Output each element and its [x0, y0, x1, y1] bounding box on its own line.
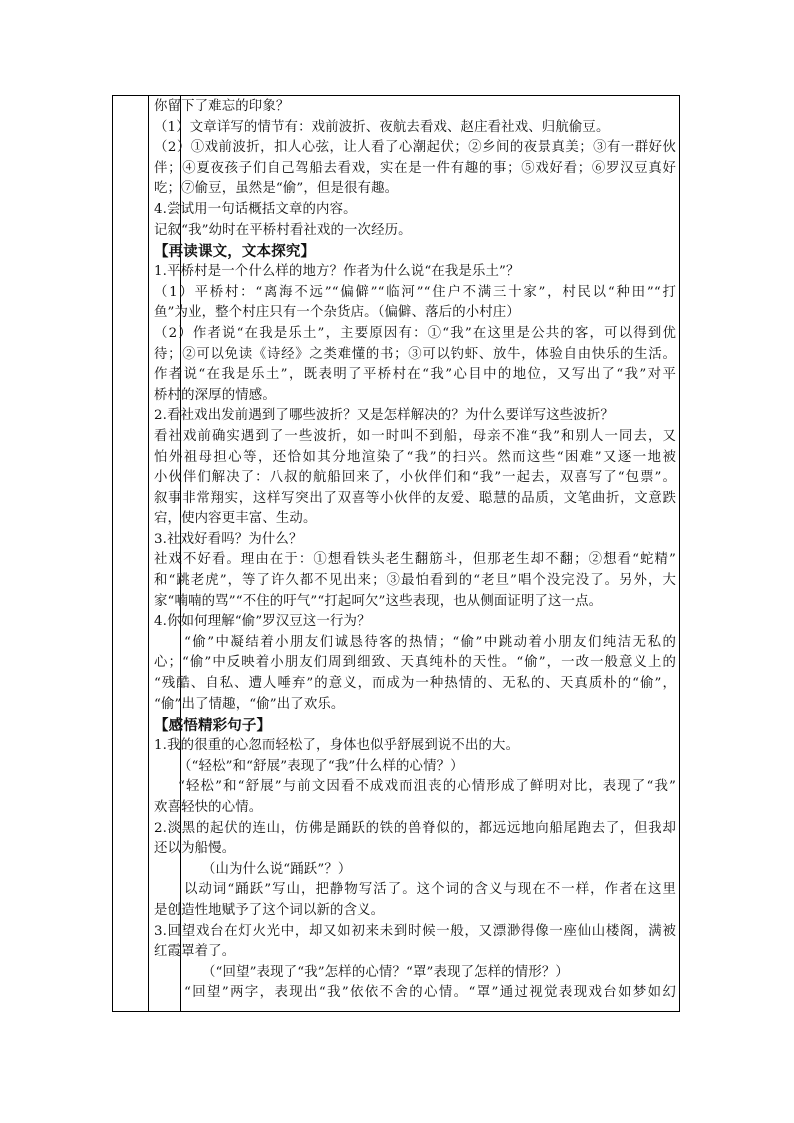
- text-line: 小伙伴们解决了：八叔的航船回来了，小伙伴们和“我”一起去，双喜写了“包票”。: [154, 470, 676, 486]
- text-line: “偷”出了情趣，“偷”出了欢乐。: [154, 696, 345, 712]
- text-line: （2）作者说“在我是乐土”，主要原因有：①“我”在这里是公共的客，可以得到优: [154, 325, 676, 341]
- text-line: 和“跳老虎”，等了许久都不见出来；③最怕看到的“老旦”唱个没完没了。另外，大: [154, 573, 676, 589]
- text-line: 社戏不好看。理由在于：①想看铁头老生翻筋斗，但那老生却不翻；②想看“蛇精”: [154, 552, 676, 568]
- text-line: 3.社戏好看吗？为什么？: [154, 531, 303, 547]
- text-line: （2）①戏前波折，扣人心弦，让人看了心潮起伏；②乡间的夜景真美；③有一群好伙: [154, 140, 676, 156]
- text-line: （“回望”表现了“我”怎样的心情？“罩”表现了怎样的情形？）: [202, 964, 569, 980]
- text-line: “残酷、自私、遭人唾弃”的意义，而成为一种热情的、无私的、天真质朴的“偷”，: [154, 676, 676, 692]
- text-line: 你留下了难忘的印象？: [154, 99, 290, 114]
- text-line: 家“喃喃的骂”“不住的吁气”“打起呵欠”这些表现，也从侧面证明了这一点。: [154, 593, 603, 609]
- text-line: 桥村的深厚的情感。: [154, 387, 276, 403]
- text-line: （1）平桥村：“离海不远”“偏僻”“临河”“住户不满三十家”，村民以“种田”“打: [154, 284, 676, 300]
- text-line: 鱼”为业，整个村庄只有一个杂货店。（偏僻、落后的小村庄）: [154, 305, 520, 321]
- text-line: 记叙“我”幼时在平桥村看社戏的一次经历。: [154, 222, 412, 238]
- text-line: 欢喜轻快的心情。: [154, 800, 263, 815]
- text-line: 3.回望戏台在灯火光中，却又如初来未到时候一般，又漂渺得像一座仙山楼阁，满被: [154, 923, 676, 939]
- text-line: 2.淡黑的起伏的连山，仿佛是踊跃的铁的兽脊似的，都远远地向船尾跑去了，但我却: [154, 820, 676, 836]
- section-heading: 【再读课文，文本探究】: [154, 243, 316, 261]
- text-line: 宕，使内容更丰富、生动。: [154, 511, 317, 527]
- text-line: “偷”中凝结着小朋友们诚恳待客的热情；“偷”中跳动着小朋友们纯洁无私的: [184, 634, 676, 650]
- text-line: 以动词“踊跃”写山，把静物写活了。这个词的含义与现在不一样，作者在这里: [184, 882, 676, 898]
- text-line: 2.看社戏出发前遇到了哪些波折？又是怎样解决的？为什么要详写这些波折？: [154, 408, 614, 424]
- text-line: 是创造性地赋予了这个词以新的含义。: [154, 902, 385, 918]
- section-heading: 【感悟精彩句子】: [154, 717, 272, 735]
- text-line: 怕外祖母担心等，还恰如其分地渲染了“我”的扫兴。然而这些“困难”又逐一地被: [154, 449, 676, 465]
- lesson-content: [154, 97, 676, 1004]
- text-line: 叙事非常翔实，这样写突出了双喜等小伙伴的友爱、聪慧的品质，文笔曲折，文意跌: [154, 490, 676, 506]
- text-line: 待；②可以免读《诗经》之类难懂的书；③可以钓虾、放牛，体验自由快乐的生活。: [154, 346, 676, 362]
- text-line: 红霞罩着了。: [154, 944, 236, 960]
- text-line: 1.平桥村是一个什么样的地方？作者为什么说“在我是乐土”？: [154, 264, 520, 280]
- text-line: “轻松”和“舒展”与前文因看不成戏而沮丧的心情形成了鲜明对比，表现了“我”: [178, 779, 676, 795]
- text-line: 吃；⑦偷豆，虽然是“偷”，但是很有趣。: [154, 181, 399, 197]
- text-line: 4.尝试用一句话概括文章的内容。: [154, 201, 357, 217]
- text-line: （1）文章详写的情节有：戏前波折、夜航去看戏、赵庄看社戏、归航偷豆。: [154, 119, 610, 135]
- text-line: 作者说“在我是乐土”，既表明了平桥村在“我”心目中的地位，又写出了“我”对平: [154, 367, 676, 383]
- text-line: （山为什么说“踊跃”？）: [202, 861, 352, 877]
- text-line: 4.你如何理解“偷”罗汉豆这一行为？: [154, 614, 371, 630]
- text-line: （“轻松”和“舒展”表现了“我”什么样的心情？）: [178, 758, 464, 774]
- table-column-1: [113, 96, 149, 1011]
- text-line: 还以为船慢。: [154, 841, 236, 857]
- text-line: 看社戏前确实遇到了一些波折，如一时叫不到船，母亲不准“我”和别人一同去，又: [154, 428, 676, 444]
- text-line: 1.我的很重的心忽而轻松了，身体也似乎舒展到说不出的大。: [154, 738, 520, 754]
- text-line: 伴；④夏夜孩子们自己驾船去看戏，实在是一件有趣的事；⑤戏好看；⑥罗汉豆真好: [154, 160, 676, 176]
- text-line: 心；“偷”中反映着小朋友们周到细致、天真纯朴的天性。“偷”，一改一般意义上的: [154, 655, 676, 671]
- text-line: “回望”两字，表现出“我”依依不舍的心情。“罩”通过视觉表现戏台如梦如幻: [184, 985, 676, 1001]
